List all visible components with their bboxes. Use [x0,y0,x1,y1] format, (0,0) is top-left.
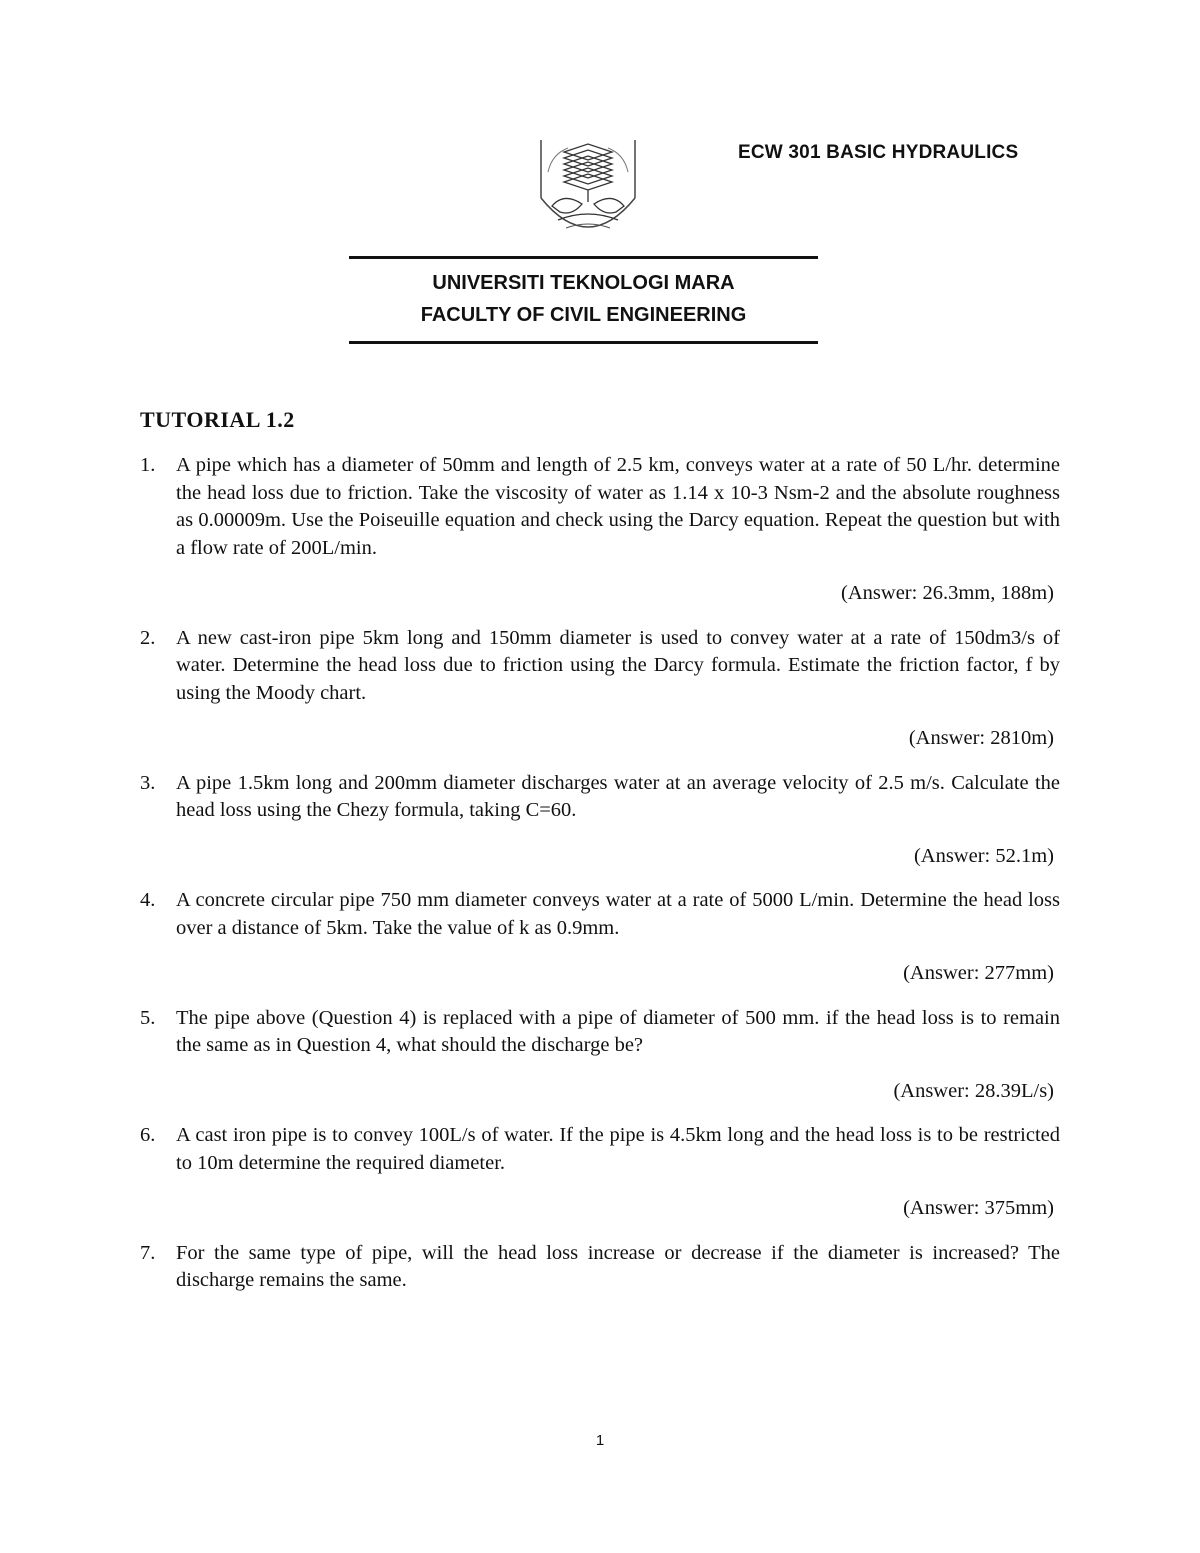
question-text: A pipe which has a diameter of 50mm and length of 2.5 km, conveys water at a rate of 50 L/hr. determine the head loss due to friction. Take the viscosity of water as 1.14 x 10-3 Nsm-2 and the absolute roughness as 0.00009m. Use the Poiseuille equation and check using the Darcy equation. Repeat the question but with a flow rate of 200L/min. [176,454,1060,559]
question-number: 2. [140,626,156,649]
university-crest-icon [538,138,638,246]
question-1 [140,452,1060,608]
question-list [140,452,1060,1295]
question-6 [140,1122,1060,1223]
question-7 [140,1240,1060,1295]
question-3 [140,770,1060,871]
question-2 [140,625,1060,753]
page-number: 1 [595,1432,605,1449]
question-text: The pipe above (Question 4) is replaced with a pipe of diameter of 500 mm. if the head loss is to remain the same as in Question 4, what should the discharge be? [176,1006,1060,1056]
answer-text: (Answer: 26.3mm, 188m) [841,582,1054,604]
answer-text: (Answer: 277mm) [903,962,1054,984]
question-text: For the same type of pipe, will the head loss increase or decrease if the diameter is increased? The discharge remains the same. [176,1241,1060,1291]
answer-text: (Answer: 28.39L/s) [893,1079,1054,1102]
question-number: 7. [140,1241,156,1264]
header-bottom-rule [349,341,818,344]
question-number: 5. [140,1006,156,1029]
answer-text: (Answer: 375mm) [903,1197,1054,1219]
question-4 [140,887,1060,988]
faculty-name: FACULTY OF CIVIL ENGINEERING [420,304,747,326]
tutorial-title: TUTORIAL 1.2 [140,407,295,432]
question-number: 1. [140,454,156,476]
course-code: ECW 301 BASIC HYDRAULICS [738,142,1019,163]
answer-text: (Answer: 52.1m) [913,844,1054,867]
answer-text: (Answer: 2810m) [908,727,1054,749]
question-text: A cast iron pipe is to convey 100L/s of water. If the pipe is 4.5km long and the head loss is to be restricted to 10m determine the required diameter. [176,1124,1060,1174]
header-top-rule [349,256,818,259]
question-5 [140,1005,1060,1106]
question-text: A concrete circular pipe 750 mm diameter conveys water at a rate of 5000 L/min. Determine the head loss over a distance of 5km. Take the value of k as 0.9mm. [176,889,1060,939]
question-text: A pipe 1.5km long and 200mm diameter discharges water at an average velocity of 2.5 m/s. Calculate the head loss using the Chezy formula, taking C=60. [176,771,1060,821]
question-text: A new cast-iron pipe 5km long and 150mm diameter is used to convey water at a rate of 150dm3/s of water. Determine the head loss due to friction using the Darcy formula. Estimate the friction factor, f by using the Moody chart. [176,626,1060,704]
question-number: 6. [140,1124,156,1146]
question-number: 4. [140,889,156,911]
question-number: 3. [140,771,156,794]
university-name: UNIVERSITI TEKNOLOGI MARA [432,272,735,294]
